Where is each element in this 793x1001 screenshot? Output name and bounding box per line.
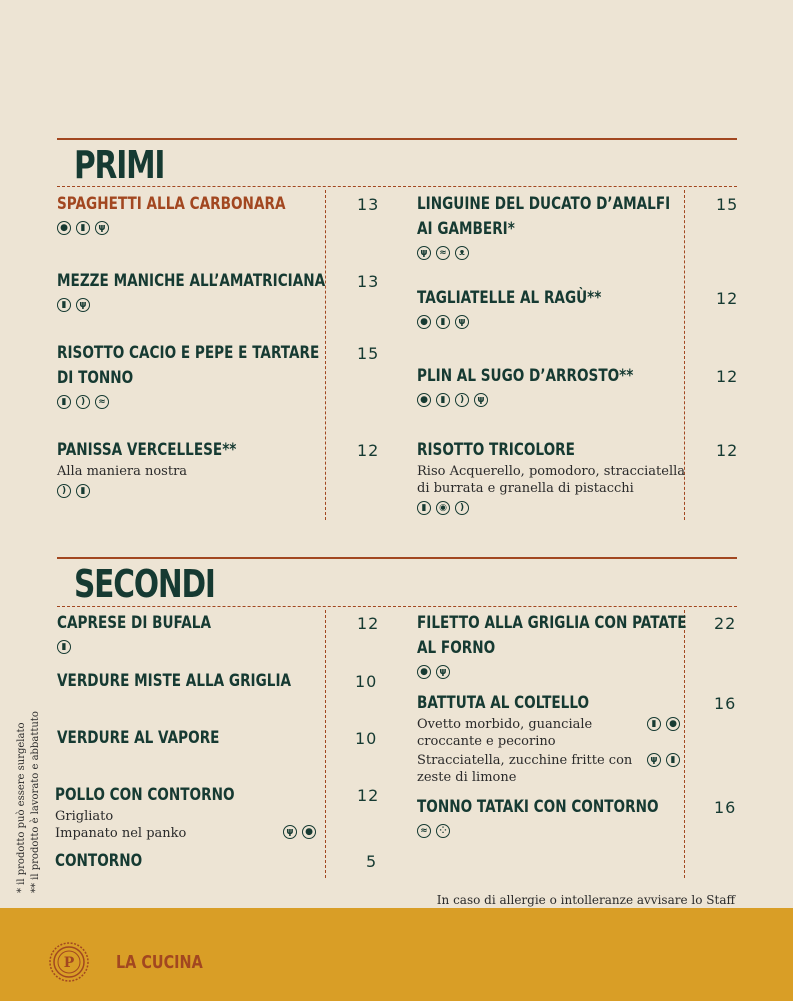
bottle-icon: ▮ [436,393,450,407]
menu-item-tagliatelle-ragu [417,286,647,329]
wheat-icon: ψ [76,298,90,312]
menu-item-risotto-tricolore [417,438,685,515]
option-1-line-1: Ovetto morbido, guanciale [417,717,593,732]
footnote-frozen: * il prodotto può essere surgelato [16,722,27,893]
wheat-icon: ψ [283,825,297,839]
celery-icon: ) [455,501,469,515]
bottle-icon: ▮ [76,221,90,235]
item-price: 12 [357,441,380,460]
allergen-icons [283,825,316,839]
allergen-icons [417,824,719,838]
menu-item-linguine-gamberi [417,192,733,260]
bottle-icon: ▮ [76,484,90,498]
item-price: 12 [716,289,739,308]
item-name: RISOTTO TRICOLORE [417,440,575,460]
restaurant-logo [49,942,89,982]
primi-top-rule [57,138,737,140]
option-2-allergen-icons [647,753,680,767]
item-price: 10 [355,672,378,691]
wheat-icon: ψ [647,753,661,767]
egg-icon: ● [302,825,316,839]
item-name-line-1: FILETTO ALLA GRIGLIA CON PATATE [417,613,687,633]
allergen-icons [417,501,685,515]
item-price: 16 [714,798,737,817]
wheat-icon: ψ [474,393,488,407]
logo-letter: P [63,955,75,971]
item-price: 12 [357,786,380,805]
egg-icon: ● [57,221,71,235]
allergen-icons [57,640,250,654]
item-price: 22 [714,614,737,633]
item-name-line-1: LINGUINE DEL DUCATO D’AMALFI [417,194,671,214]
menu-item-plin-sugo-arrosto [417,364,687,407]
item-name: MEZZE MANICHE ALL’AMATRICIANA [57,271,326,291]
allergy-notice: In caso di allergie o intolleranze avvisare lo Staff [436,893,735,907]
menu-item-caprese-bufala [57,611,250,654]
option-1-line-2: croccante e pecorino [417,734,556,749]
item-price: 12 [716,441,739,460]
menu-item-spaghetti-carbonara [57,192,343,235]
item-price: 15 [716,195,739,214]
wheat-icon: ψ [436,665,450,679]
allergen-icons [57,221,343,235]
sesame-icon: ⁘ [436,824,450,838]
item-name: CAPRESE DI BUFALA [57,613,211,633]
nut-icon: ◉ [436,501,450,515]
item-price: 10 [355,729,378,748]
item-price: 13 [357,195,380,214]
menu-item-pollo-contorno [55,783,320,842]
menu-item-battuta-coltello [417,691,682,786]
wheat-icon: ψ [417,246,431,260]
item-price: 5 [366,852,378,871]
footer-label: LA CUCINA [116,952,203,973]
item-name: BATTUTA AL COLTELLO [417,693,590,713]
fish-icon: ≈ [95,395,109,409]
bottle-icon: ▮ [57,298,71,312]
celery-icon: ) [76,395,90,409]
primi-title: PRIMI [74,143,165,187]
item-name: TONNO TATAKI CON CONTORNO [417,797,659,817]
fish-icon: ≈ [417,824,431,838]
primi-divider [57,186,737,187]
allergen-icons [417,393,687,407]
item-name: SPAGHETTI ALLA CARBONARA [57,194,286,214]
footnote-blast-chilled: ** il prodotto è lavorato e abbattuto [30,711,41,893]
item-name: POLLO CON CONTORNO [55,785,235,805]
item-name-line-2: DI TONNO [57,368,134,388]
item-price: 16 [714,694,737,713]
secondi-title: SECONDI [74,562,215,606]
menu-item-contorno [55,849,164,874]
item-name: CONTORNO [55,851,143,871]
egg-icon: ● [417,315,431,329]
allergen-icons [57,298,392,312]
egg-icon: ● [666,717,680,731]
bottle-icon: ▮ [647,717,661,731]
bottle-icon: ▮ [436,315,450,329]
bottle-icon: ▮ [417,501,431,515]
item-price: 15 [357,344,380,363]
item-name-line-2: AI GAMBERI* [417,219,515,239]
egg-icon: ● [417,665,431,679]
item-description-line-1: Riso Acquerello, pomodoro, stracciatella [417,464,686,479]
celery-icon: ) [455,393,469,407]
secondi-left-column-divider [325,610,326,878]
item-name: VERDURE MISTE ALLA GRIGLIA [57,671,292,691]
egg-icon: ● [417,393,431,407]
item-name: PLIN AL SUGO D’ARROSTO** [417,366,634,386]
menu-item-risotto-cacio-pepe [57,341,385,409]
allergen-icons [57,484,281,498]
allergen-icons [417,665,754,679]
allergen-icons [417,315,647,329]
item-name: TAGLIATELLE AL RAGÙ** [417,288,602,308]
fish-icon: ≈ [436,246,450,260]
option-1-allergen-icons [647,717,680,731]
wheat-icon: ψ [95,221,109,235]
option-2-line-2: zeste di limone [417,770,517,785]
allergen-icons [57,395,385,409]
item-name: PANISSA VERCELLESE** [57,440,237,460]
celery-icon: ) [57,484,71,498]
allergen-icons [417,246,733,260]
item-name: VERDURE AL VAPORE [57,728,220,748]
secondi-top-rule [57,557,737,559]
item-price: 12 [716,367,739,386]
item-name-line-1: RISOTTO CACIO E PEPE E TARTARE [57,343,320,363]
menu-item-tonno-tataki [417,795,719,838]
crustacean-icon: ᴥ [455,246,469,260]
item-price: 13 [357,272,380,291]
item-description-line-1: Grigliato [55,809,114,824]
wheat-icon: ψ [455,315,469,329]
bottle-icon: ▮ [57,640,71,654]
item-description-line-2: di burrata e granella di pistacchi [417,481,634,496]
secondi-divider [57,606,737,607]
item-name-line-2: AL FORNO [417,638,496,658]
menu-item-mezze-maniche [57,269,392,312]
menu-item-filetto-griglia [417,611,754,679]
bottle-icon: ▮ [57,395,71,409]
item-description-line-2: Impanato nel panko [55,826,187,841]
item-description: Alla maniera nostra [57,464,188,479]
option-2-line-1: Stracciatella, zucchine fritte con [417,753,633,768]
menu-item-verdure-griglia [57,669,350,694]
menu-item-verdure-vapore [57,726,260,751]
menu-item-panissa-vercellese [57,438,281,498]
bottle-icon: ▮ [666,753,680,767]
item-price: 12 [357,614,380,633]
